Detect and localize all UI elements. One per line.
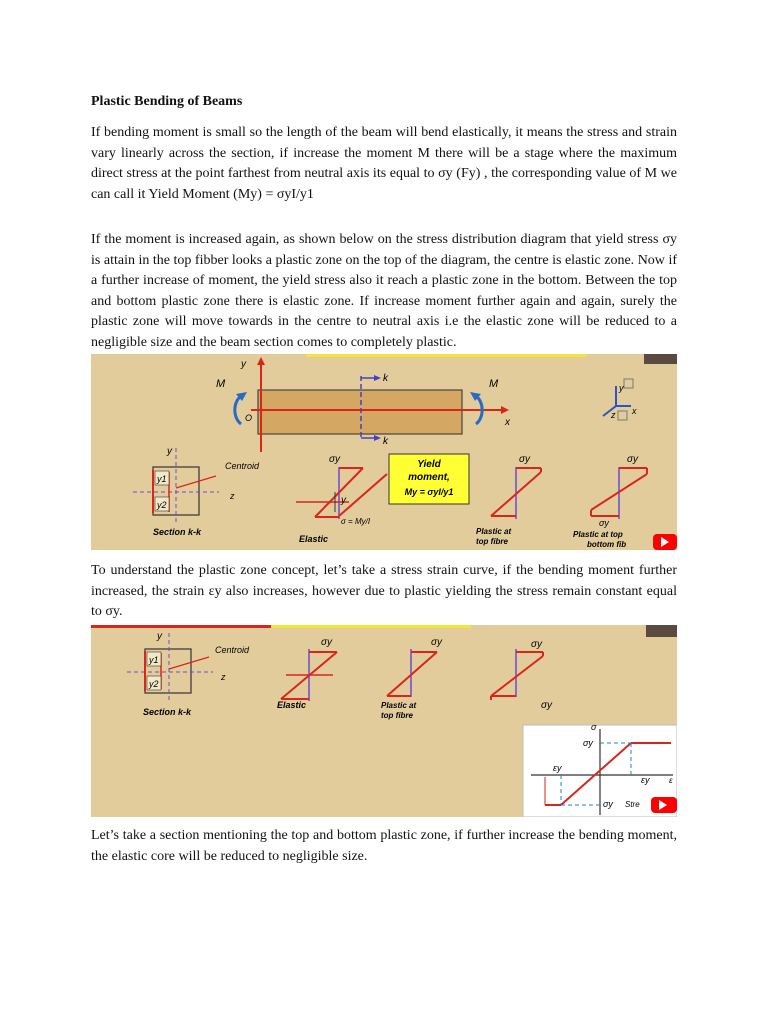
- svg-text:εy: εy: [553, 763, 562, 773]
- svg-text:σy: σy: [541, 700, 553, 711]
- y1-label: y1: [157, 474, 167, 484]
- paragraph-2: If the moment is increased again, as shown below on the stress distribution diagram that yield stress σy is attain in the top fibber looks a plastic zone on the top of the diagram, the centre is elastic zone. Now if a further increase of moment, the yield stress also it reach a plastic zone in the bottom. Between the top and bottom plastic zone there is elastic zone. If increase moment further again and again, surely the plastic zone will move towards in the centre to neutral axis i.e the elastic zone will be reduced to a negligible size and the beam section comes to completely plastic.: [91, 232, 677, 350]
- svg-text:z: z: [230, 491, 235, 501]
- svg-text:σ: σ: [591, 722, 597, 732]
- svg-text:Plastic at: Plastic at: [381, 701, 417, 710]
- paragraph-3: To understand the plastic zone concept, let’s take a stress strain curve, if the bending moment further increased, the strain εy also increases, however due to plastic yielding the stress remain constant equal to σy.: [91, 563, 677, 619]
- svg-text:σy: σy: [329, 454, 341, 465]
- svg-text:σy: σy: [431, 637, 443, 648]
- section-k-top-label: k: [383, 373, 388, 384]
- svg-text:Stre: Stre: [625, 800, 640, 809]
- axis-triad: [603, 379, 637, 420]
- svg-text:y: y: [619, 383, 624, 393]
- beam-y-label: y: [241, 359, 246, 370]
- yield-formula: My = σyI/y1: [404, 487, 454, 497]
- elastic-diagram: [296, 454, 387, 544]
- beam: [258, 390, 462, 434]
- svg-text:Centroid: Centroid: [215, 645, 250, 655]
- y2-label: y2: [157, 500, 167, 510]
- figure-stress-strain: [91, 625, 677, 817]
- beam-x-label: x: [505, 417, 510, 428]
- svg-text:moment,: moment,: [408, 472, 450, 483]
- svg-text:y: y: [341, 495, 346, 506]
- paragraph-4: Let’s take a section mentioning the top and bottom plastic zone, if further increase the bending moment, the elastic core will be reduced to negligible size.: [91, 828, 677, 864]
- plastic-top-diagram-middle: [387, 637, 443, 697]
- svg-text:top fibre: top fibre: [476, 537, 508, 546]
- plastic-top-bottom-diagram: [573, 454, 647, 549]
- section-k-bottom-label: k: [383, 436, 388, 447]
- beam-origin-label: O: [245, 413, 253, 423]
- svg-text:Plastic at: Plastic at: [476, 527, 512, 536]
- svg-text:x: x: [632, 406, 637, 416]
- svg-text:Yield: Yield: [417, 459, 441, 470]
- play-button-icon-2[interactable]: [651, 797, 677, 813]
- svg-text:σy: σy: [583, 738, 593, 748]
- elastic-label: Elastic: [299, 534, 329, 544]
- svg-text:εy: εy: [641, 775, 650, 785]
- svg-text:Section k-k: Section k-k: [143, 707, 192, 717]
- svg-text:σy: σy: [599, 518, 609, 528]
- centroid-label: Centroid: [225, 461, 260, 471]
- plastic-top-diagram: [476, 454, 541, 546]
- elastic-diagram-2: [277, 637, 337, 710]
- figure-1-svg: [91, 354, 677, 550]
- play-button-icon[interactable]: [653, 534, 677, 550]
- figure-beam-stress-distribution: [91, 354, 677, 550]
- svg-text:z: z: [611, 410, 616, 420]
- svg-text:z: z: [221, 672, 226, 682]
- svg-text:Plastic at top: Plastic at top: [573, 530, 623, 539]
- svg-text:σy: σy: [627, 454, 639, 465]
- svg-text:top fibre: top fibre: [381, 711, 413, 720]
- moment-right-label: M: [489, 378, 499, 390]
- section-kk-2: [127, 631, 250, 717]
- paragraph-1: If bending moment is small so the length of the beam will bend elastically, it means the stress and strain vary linearly across the section, if increase the moment M there will be a stage where the maximum direct stress at the point farthest from neutral axis its equal to σy (Fy) , the corresponding value of M we can call it Yield Moment (My) = σyI/y1: [91, 125, 677, 202]
- section-kk: [133, 446, 260, 537]
- moment-left-label: M: [216, 378, 226, 390]
- svg-text:σy: σy: [321, 637, 333, 648]
- svg-text:y: y: [167, 446, 172, 457]
- svg-text:ε: ε: [669, 776, 673, 785]
- svg-text:y1: y1: [149, 655, 159, 665]
- svg-text:σy: σy: [531, 639, 543, 650]
- svg-text:bottom fib: bottom fib: [587, 540, 627, 549]
- svg-text:y: y: [157, 631, 162, 642]
- figure-2-svg: [91, 625, 677, 817]
- yield-moment-box: [389, 454, 469, 504]
- document-title: Plastic Bending of Beams: [91, 94, 243, 109]
- section-caption: Section k-k: [153, 527, 202, 537]
- elastic-label-2: Elastic: [277, 700, 307, 710]
- svg-text:σy: σy: [519, 454, 531, 465]
- stress-formula: σ = My/I: [341, 517, 371, 526]
- svg-text:σy: σy: [603, 799, 613, 809]
- svg-text:y2: y2: [149, 679, 159, 689]
